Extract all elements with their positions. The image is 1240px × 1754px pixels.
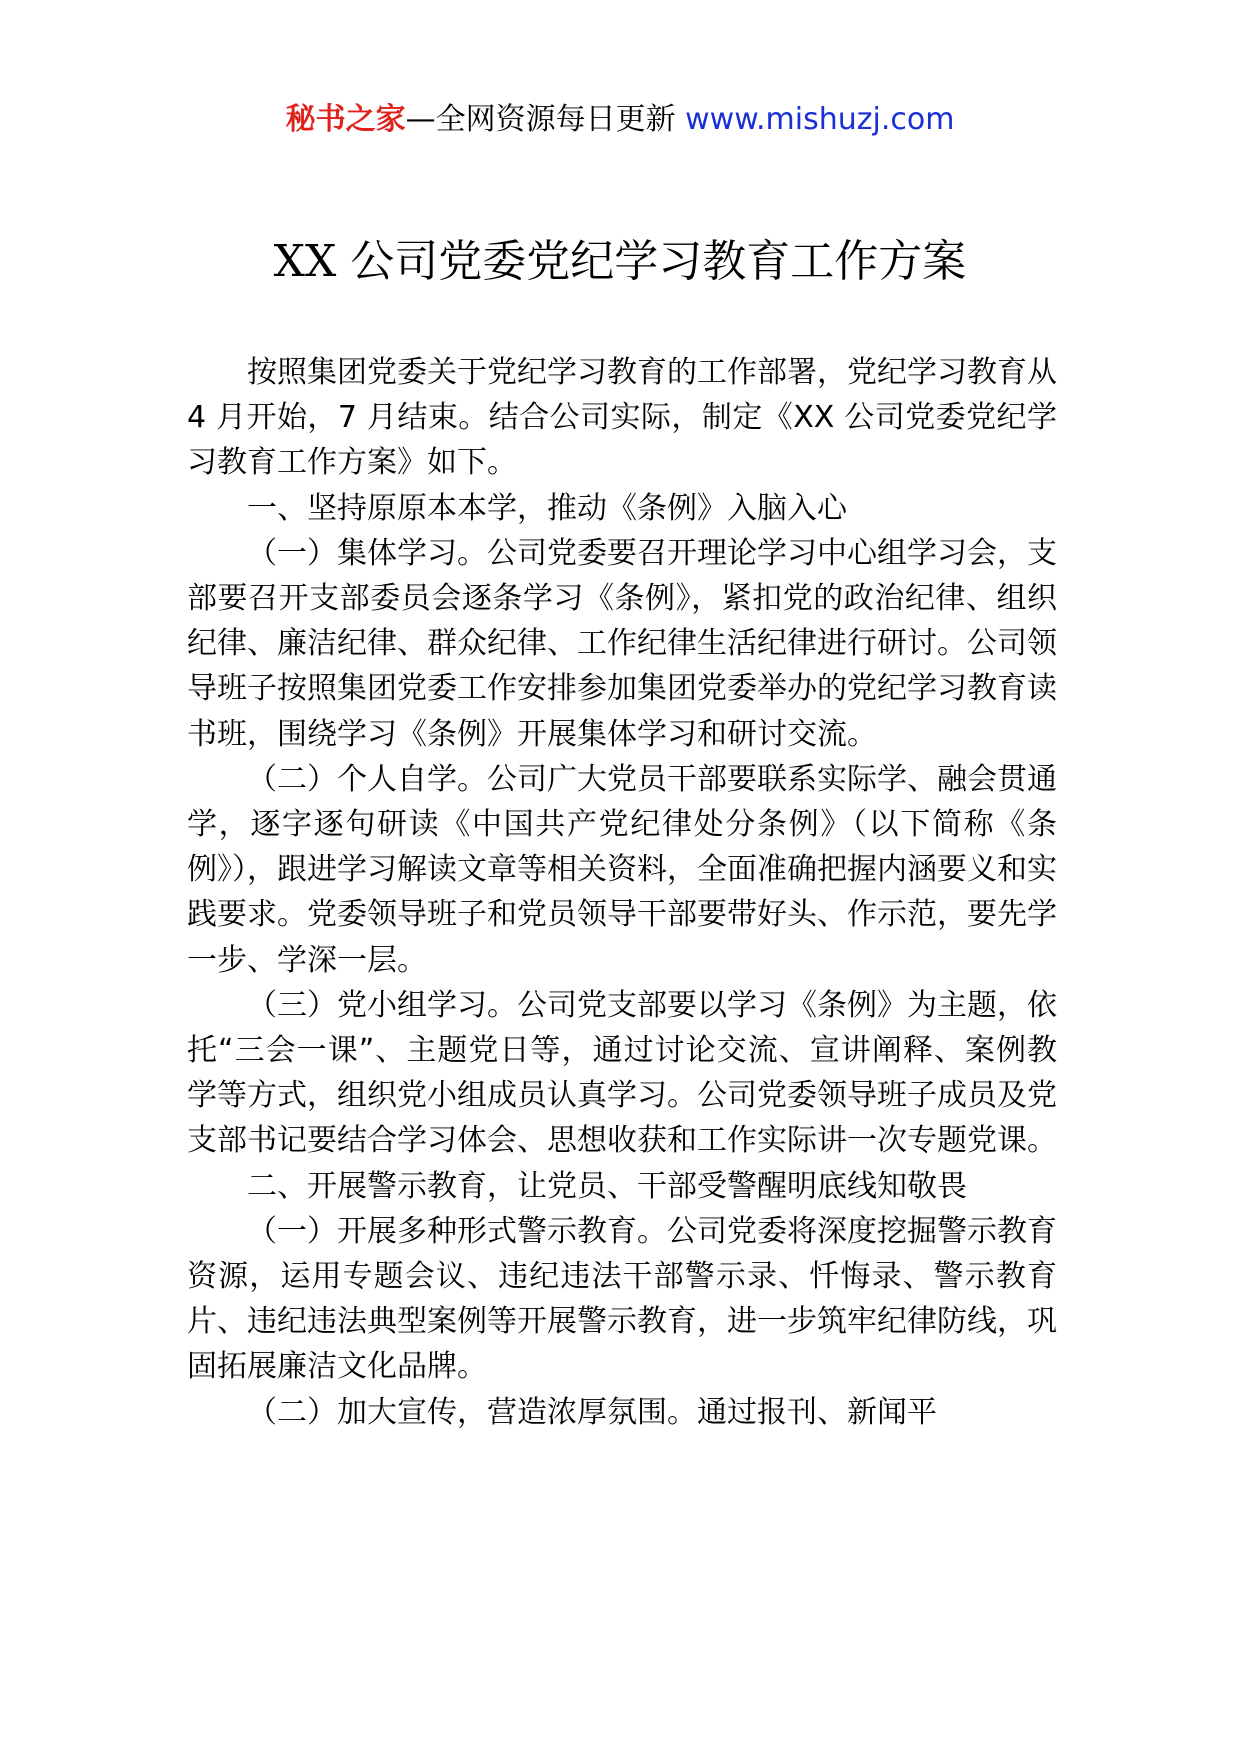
paragraph-self-study: （二）个人自学。公司广大党员干部要联系实际学、融会贯通学，逐字逐句研读《中国共产党纪律处分条例》（以下简称《条例》），跟进学习解读文章等相关资料，全面准确把握内涵要义和实践要求。党委领导班子和党员领导干部要带好头、作示范，要先学一步、学深一层。 — [187, 761, 1057, 978]
header-slogan: —全网资源每日更新 — [405, 102, 676, 137]
paragraph-group-study: （三）党小组学习。公司党支部要以学习《条例》为主题，依托“三会一课”、主题党日等，通过讨论交流、宣讲阐释、案例教学等方式，组织党小组成员认真学习。公司党委领导班子成员及党支部书记要结合学习体会、思想收获和工作实际讲一次专题党课。 — [187, 987, 1057, 1159]
site-header — [0, 100, 1240, 140]
paragraph-publicity: （二）加大宣传，营造浓厚氛围。通过报刊、新闻平 — [247, 1394, 937, 1430]
section-heading-2: 二、开展警示教育，让党员、干部受警醒明底线知敬畏 — [247, 1168, 967, 1204]
intro-paragraph: 按照集团党委关于党纪学习教育的工作部署，党纪学习教育从 4 月开始，7 月结束。结合公司实际，制定《XX 公司党委党纪学习教育工作方案》如下。 — [187, 355, 1057, 481]
brand-name: 秘书之家 — [285, 102, 406, 137]
document-title: XX 公司党委党纪学习教育工作方案 — [273, 236, 967, 287]
section-heading-1: 一、坚持原原本本学，推动《条例》入脑入心 — [247, 490, 847, 526]
paragraph-collective-study: （一）集体学习。公司党委要召开理论学习中心组学习会，支部要召开支部委员会逐条学习《条例》，紧扣党的政治纪律、组织纪律、廉洁纪律、群众纪律、工作纪律生活纪律进行研讨。公司领导班子按照集团党委工作安排参加集团党委举办的党纪学习教育读书班，围绕学习《条例》开展集体学习和研讨交流。 — [187, 535, 1057, 752]
site-url-link[interactable]: www.mishuzj.com — [685, 102, 955, 137]
paragraph-warning-education: （一）开展多种形式警示教育。公司党委将深度挖掘警示教育资源，运用专题会议、违纪违法干部警示录、忏悔录、警示教育片、违纪违法典型案例等开展警示教育，进一步筑牢纪律防线，巩固拓展廉洁文化品牌。 — [187, 1213, 1057, 1385]
document-body — [187, 350, 1057, 1435]
